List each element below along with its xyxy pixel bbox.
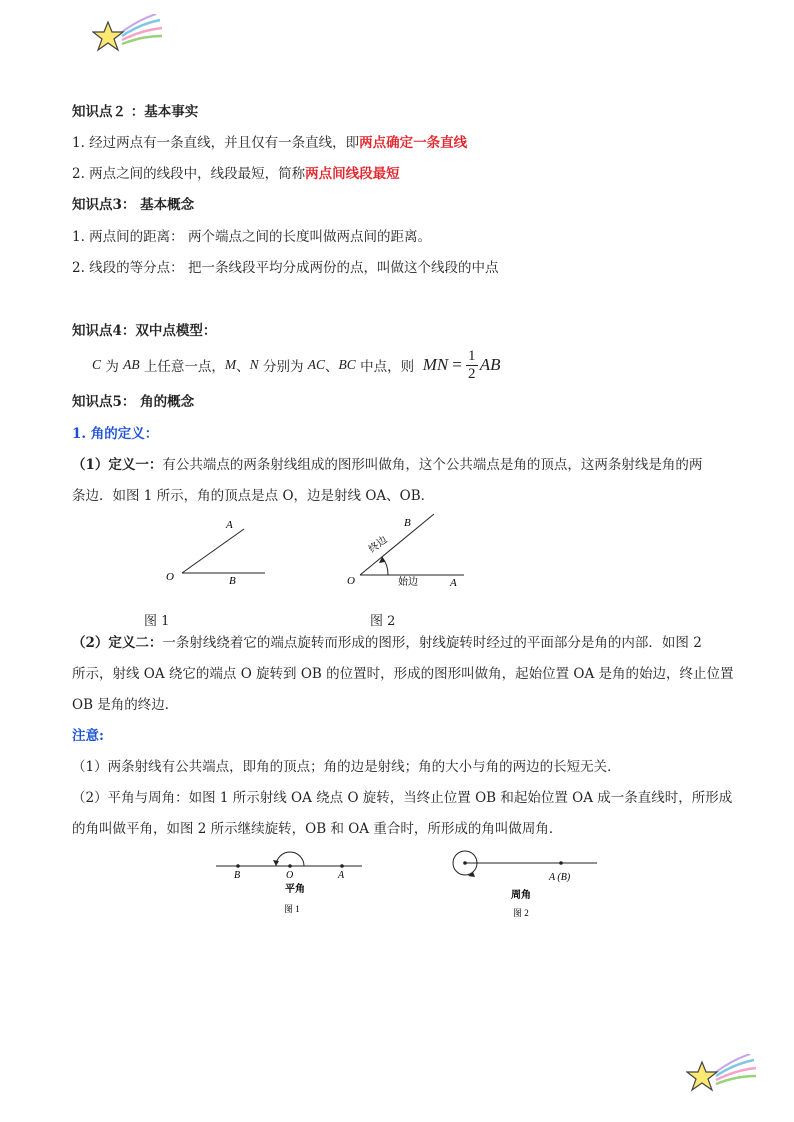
kp3-line2: 2. 线段的等分点： 把一条线段平均分成两份的点，叫做这个线段的中点: [72, 260, 499, 276]
note-two-line2: 的角叫做平角，如图 2 所示继续旋转，OB 和 OA 重合时，所形成的角叫做周角．: [72, 821, 563, 837]
figure-angle-2: [342, 510, 472, 590]
kp4-word2: 上任意一点，: [143, 359, 225, 375]
kp2-title: 知识点２ ：基本事实: [72, 104, 199, 120]
fig2-label-a: A: [450, 577, 457, 589]
star-decoration-bottom: [686, 1054, 758, 1098]
definition-two-text2: 所示，射线 OA 绕它的端点 O 旋转到 OB 的位置时，形成的图形叫做角，起始位置 OA 是角的始边，终止位置: [72, 666, 734, 682]
note-one: （1）两条射线有公共端点，即角的顶点；角的边是射线；角的大小与角的两边的长短无关．: [72, 759, 621, 775]
fig3-label-o: O: [286, 870, 294, 881]
kp4-word3: 分别为: [262, 359, 304, 375]
kp4-formula-line: [92, 343, 501, 387]
kp4-sep1: 、: [236, 359, 250, 375]
kp3-line1: 1. 两点间的距离： 两个端点之间的长度叫做两点间的距离。: [72, 229, 431, 245]
segment-ab: AB: [123, 357, 140, 372]
fig1-caption: 图 1: [144, 614, 170, 629]
definition-one-text2: 条边．如图 1 所示，角的顶点是点 O，边是射线 OA、OB．: [72, 488, 435, 504]
fig3-label-b: B: [234, 870, 241, 881]
formula-ab: AB: [479, 355, 501, 374]
point-n: N: [249, 357, 259, 372]
note-two: （2）平角与周角：如图 1 所示射线 OA 绕点 O 旋转，当终止位置 OB 和起始位置 OA 成一条直线时，所形成: [72, 790, 733, 806]
fig4-caption: 图 2: [513, 908, 529, 918]
fig2-label-o: O: [347, 575, 355, 587]
segment-bc: BC: [338, 357, 356, 372]
fig3-label-a: A: [338, 870, 345, 881]
fig3-name: 平角: [285, 884, 305, 895]
point-m: M: [224, 357, 237, 372]
fraction-numerator: 1: [468, 347, 476, 364]
kp2-line1-text: 1. 经过两点有一条直线，并且仅有一条直线，即: [72, 135, 360, 151]
point-c: C: [92, 357, 102, 372]
kp4-sep2: 、: [325, 359, 339, 375]
fig2-terminal-side-label: 终边: [367, 534, 390, 556]
fig4-name: 周角: [511, 890, 531, 901]
definition-two-text: 一条射线绕着它的端点旋转而形成的图形，射线旋转时经过的平面部分是角的内部．如图 2: [162, 635, 702, 651]
fig2-label-b: B: [404, 517, 411, 529]
note-heading: 注意:: [72, 728, 104, 744]
definition-two-text3: OB 是角的终边．: [72, 697, 179, 713]
fraction-denominator: 2: [468, 365, 476, 382]
kp5-title: 知识点5： 角的概念: [72, 394, 195, 410]
kp4-title: 知识点4：双中点模型：: [72, 323, 217, 339]
definition-two: [72, 634, 702, 652]
formula-equals: =: [452, 355, 462, 374]
kp5-definition-heading: 1. 角的定义：: [72, 426, 159, 442]
kp4-word4: 中点，则: [360, 359, 415, 375]
definition-two-label: （2）定义二：: [72, 635, 163, 651]
definition-one-label: （1）定义一：: [72, 457, 163, 473]
figure-angle-1: [160, 512, 280, 592]
figure-straight-angle: [212, 842, 368, 922]
fig1-label-b: B: [229, 575, 236, 587]
definition-one-text: 有公共端点的两条射线组成的图形叫做角，这个公共端点是角的顶点，这两条射线是角的两: [162, 457, 703, 473]
kp3-title: 知识点3： 基本概念: [72, 197, 195, 213]
kp2-line2-text: 2. 两点之间的线段中，线段最短，简称: [72, 166, 306, 182]
definition-one: [72, 456, 702, 474]
kp2-line1: [72, 134, 467, 152]
kp2-line2-emphasis: 两点间线段最短: [305, 166, 400, 182]
fig1-label-o: O: [166, 571, 174, 583]
fig2-initial-side-label: 始边: [398, 577, 418, 588]
fig2-caption: 图 2: [370, 614, 396, 629]
kp2-line2: [72, 165, 400, 183]
fig1-label-a: A: [226, 519, 233, 531]
figure-full-angle: [445, 842, 601, 922]
fig3-caption: 图 1: [284, 904, 300, 914]
kp4-word1: 为: [105, 359, 119, 375]
formula-fraction: [466, 348, 478, 383]
star-decoration-top: [92, 14, 164, 58]
kp2-line1-emphasis: 两点确定一条直线: [359, 135, 468, 151]
formula-mn: MN: [422, 355, 449, 374]
segment-ac: AC: [307, 357, 326, 372]
fig4-label-ab: A (B): [549, 872, 571, 883]
